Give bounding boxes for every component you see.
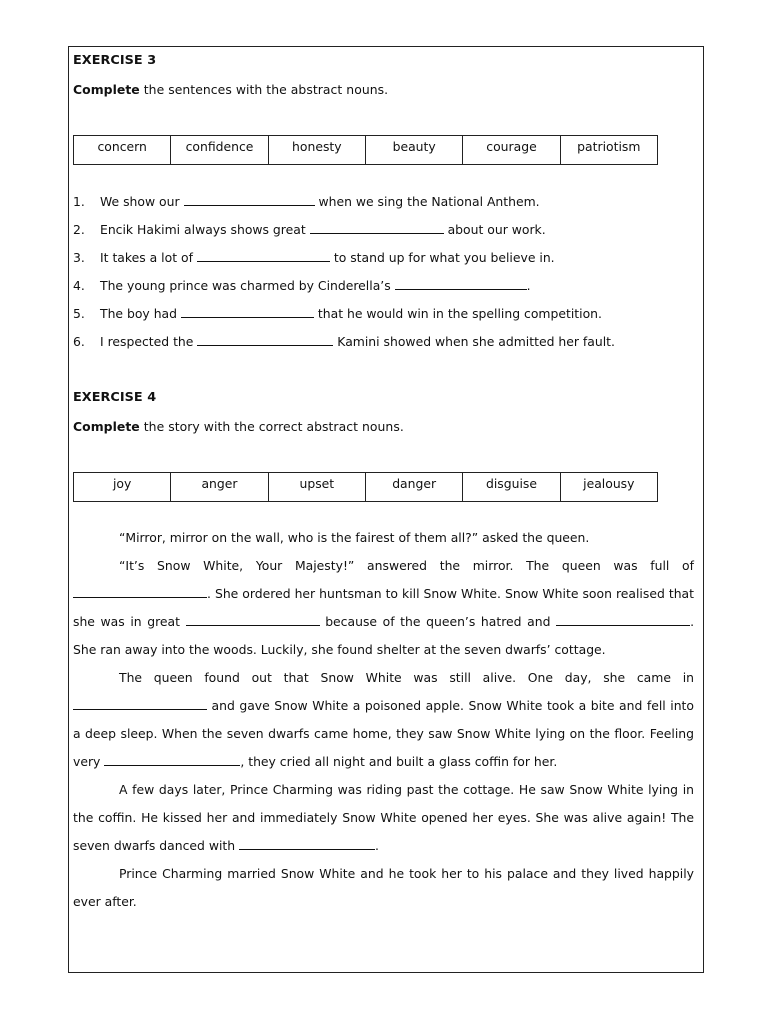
story-paragraph xyxy=(73,664,694,776)
word-cell: honesty xyxy=(269,136,366,164)
sentence-text: when we sing the National Anthem. xyxy=(314,194,540,209)
instruction-text: the sentences with the abstract nouns. xyxy=(139,82,389,97)
sentence-1 xyxy=(100,194,540,209)
story-paragraph: “Mirror, mirror on the wall, who is the fairest of them all?” asked the queen. xyxy=(119,530,590,545)
sentence-text: The boy had xyxy=(100,306,181,321)
word-cell: concern xyxy=(74,136,171,164)
answer-blank[interactable] xyxy=(556,615,690,626)
story-text-run: . She ordered her huntsman to kill Snow White. Snow White soon realised that she was in great xyxy=(73,586,694,629)
sentence-number: 3. xyxy=(73,250,85,265)
instruction-text: the story with the correct abstract nouns. xyxy=(139,419,404,434)
word-cell: joy xyxy=(74,473,171,501)
exercise4-word-box xyxy=(73,472,658,502)
answer-blank[interactable] xyxy=(197,251,330,262)
answer-blank[interactable] xyxy=(73,699,207,710)
answer-blank[interactable] xyxy=(239,839,375,850)
story-text-run: . She ran away into the woods. Luckily, she found shelter at the seven dwarfs’ cottage. xyxy=(73,614,695,657)
exercise3-word-box xyxy=(73,135,658,165)
sentence-text: The young prince was charmed by Cinderella’s xyxy=(100,278,395,293)
sentence-text: I respected the xyxy=(100,334,198,349)
word-cell: beauty xyxy=(366,136,463,164)
word-cell: anger xyxy=(171,473,268,501)
sentence-4 xyxy=(100,278,531,293)
sentence-number: 6. xyxy=(73,334,85,349)
sentence-number: 4. xyxy=(73,278,85,293)
story-paragraph xyxy=(73,552,694,664)
answer-blank[interactable] xyxy=(73,587,207,598)
sentence-text: that he would win in the spelling competition. xyxy=(313,306,602,321)
sentence-number: 1. xyxy=(73,194,85,209)
story-paragraph: Prince Charming married Snow White and he took her to his palace and they lived happily ever after. xyxy=(73,866,694,909)
story-text-run: , they cried all night and built a glass coffin for her. xyxy=(240,754,558,769)
word-cell: disguise xyxy=(463,473,560,501)
exercise3-title: EXERCISE 3 xyxy=(73,53,157,68)
sentence-text: We show our xyxy=(100,194,184,209)
answer-blank[interactable] xyxy=(310,223,444,234)
word-cell: jealousy xyxy=(583,476,635,491)
sentence-5 xyxy=(100,306,602,321)
sentence-6 xyxy=(100,334,615,349)
answer-blank[interactable] xyxy=(395,279,527,290)
word-cell: upset xyxy=(269,473,366,501)
answer-blank[interactable] xyxy=(197,335,333,346)
story-text-run: A few days later, Prince Charming was riding past the cottage. He saw Snow White lying in the coffin. He kissed her and immediately Snow White opened her eyes. She was alive again! The seven dwarfs danced with xyxy=(73,782,694,853)
sentence-text: about our work. xyxy=(443,222,546,237)
word-cell: courage xyxy=(463,136,560,164)
exercise4-instruction xyxy=(73,419,404,434)
story-paragraph xyxy=(73,776,694,860)
story-text xyxy=(73,524,694,916)
answer-blank[interactable] xyxy=(186,615,320,626)
answer-blank[interactable] xyxy=(184,195,315,206)
word-cell: patriotism xyxy=(577,139,641,154)
exercise4-title: EXERCISE 4 xyxy=(73,390,157,405)
sentence-text: . xyxy=(526,278,531,293)
sentence-text: to stand up for what you believe in. xyxy=(329,250,555,265)
word-cell: confidence xyxy=(171,136,268,164)
exercise3-instruction xyxy=(73,82,388,97)
story-text-run: “It’s Snow White, Your Majesty!” answered the mirror. The queen was full of xyxy=(119,558,694,573)
sentence-2 xyxy=(100,222,546,237)
sentence-number: 5. xyxy=(73,306,85,321)
sentence-text: It takes a lot of xyxy=(100,250,197,265)
sentence-number: 2. xyxy=(73,222,85,237)
word-cell: danger xyxy=(366,473,463,501)
sentence-text: Kamini showed when she admitted her fault. xyxy=(333,334,615,349)
answer-blank[interactable] xyxy=(104,755,240,766)
instruction-bold: Complete xyxy=(73,82,140,97)
sentence-3 xyxy=(100,250,555,265)
story-text-run: The queen found out that Snow White was still alive. One day, she came in xyxy=(119,670,694,685)
sentence-text: Encik Hakimi always shows great xyxy=(100,222,310,237)
story-text-run: because of the queen’s hatred and xyxy=(319,614,557,629)
story-text-run: and gave Snow White a poisoned apple. Snow White took a bite and fell into a deep sleep. When the seven dwarfs came home, they saw Snow White lying on the floor. Feeling very xyxy=(73,698,694,769)
story-text-run: . xyxy=(375,838,379,853)
instruction-bold: Complete xyxy=(73,419,140,434)
answer-blank[interactable] xyxy=(181,307,314,318)
